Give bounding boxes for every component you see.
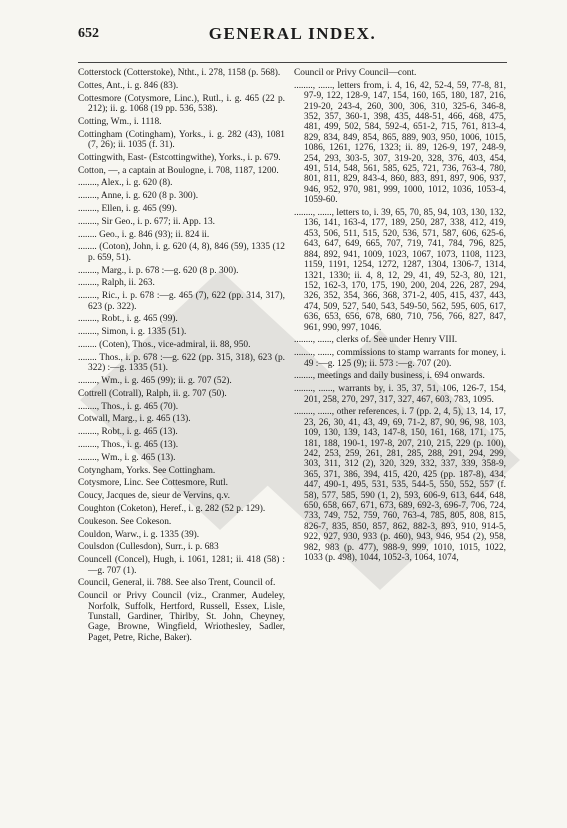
index-entry: Couldon, Warw., i. g. 1335 (39). (78, 529, 200, 540)
page-number: 652 (78, 26, 99, 41)
index-entry: ........, Thos., i. g. 465 (13). (78, 439, 179, 450)
index-entry: ........, Marg., i. p. 678 :—g. 620 (8 p. 300). (78, 265, 239, 276)
index-entry: ........, Ric., i. p. 678 :—g. 465 (7), 622 (pp. 314, 317), 623 (p. 322). (78, 291, 285, 312)
index-entry: Cottrell (Cotrall), Ralph, ii. g. 707 (50). (78, 388, 227, 399)
index-entry: Cotterstock (Cotterstoke), Ntht., i. 278, 1158 (p. 568). (78, 68, 281, 78)
index-entry: Cotting, Wm., i. 1118. (78, 116, 162, 127)
index-entry: ........, ......, commissions to stamp warrants for money, i. 49 :—g. 125 (9); ii. 573 :—g. 707 (20). (294, 348, 506, 369)
index-entry: ........ Thos., i. p. 678 :—g. 622 (pp. 315, 318), 623 (p. 322) :—g. 1335 (51). (78, 352, 285, 374)
index-entry: ........ (Coten), Thos., vice-admiral, ii. 88, 950. (78, 339, 251, 350)
right-column (294, 68, 506, 816)
index-entry: Cotton, —, a captain at Boulogne, i. 708, 1187, 1200. (78, 165, 279, 176)
page-title: GENERAL INDEX. (208, 24, 377, 43)
index-entry: Cotyngham, Yorks. See Cottingham. (78, 465, 216, 476)
index-entry: Councell (Concel), Hugh, i. 1061, 1281; ii. 418 (58) :—g. 707 (1). (78, 555, 285, 576)
index-entry: ........, Wm., i. g. 465 (13). (78, 452, 176, 463)
page-header (78, 26, 507, 50)
index-entry: Coukeson. See Cokeson. (78, 516, 172, 527)
index-entry: ........, Thos., i. g. 465 (70). (78, 401, 179, 412)
index-entry: Council or Privy Council—cont. (294, 68, 417, 78)
index-entry: ........, Ellen, i. g. 465 (99). (78, 203, 177, 214)
index-entry: ........, Alex., i. g. 620 (8). (78, 178, 173, 189)
index-entry: ........, ......, letters from, i. 4, 16, 42, 52-4, 59, 77-8, 81, 97-9, 122, 128-9, 147, 154, 160, 165, 180, 187, 216, 219-20, 243-4, 260, 300, 306, 310, 325-6, 346-8, 352, 357, 360-1, 398, 435, 448-51, 466, 468, 475, 481, 499, 502, 584, 592-4, 651-2, 715, 761, 813-4, 829, 834, 849, 854, 865, 889, 903, 950, 1006, 1015, 1086, 1261, 1276, 1323; ii. 89, 126-9, 197, 248-9, 254, 293, 303-5, 307, 319-20, 328, 376, 403, 454, 491, 514, 548, 561, 585, 625, 721, 736, 763-4, 780, 801, 811, 829, 843-4, 860, 883, 891, 897, 906, 937, 946, 952, 970, 981, 999, 1000, 1012, 1036, 1053-4, 1059-60. (294, 80, 506, 206)
index-entry: ........ Geo., i. g. 846 (93); ii. 824 ii. (78, 229, 210, 240)
index-entry: ........, ......, clerks of. See under Henry VIII. (294, 335, 458, 346)
header-rule (78, 62, 507, 63)
index-entry: Cottingham (Cotingham), Yorks., i. g. 282 (43), 1081 (7, 26); ii. 1035 (f. 31). (78, 129, 285, 150)
index-entry: Cottes, Ant., i. g. 846 (83). (78, 80, 179, 91)
index-entry: ........, ......, other references, i. 7 (pp. 2, 4, 5), 13, 14, 17, 23, 26, 30, 41, 43, 49, 69, 71-2, 87, 90, 96, 98, 103, 109, 130, 139, 143, 147-8, 150, 161, 168, 171, 175, 181, 188, 190-1, 197-8, 207, 210, 215, 229 (p. 100), 242, 253, 259, 261, 281, 285, 288, 291, 294, 299, 303, 311, 312 (2), 320, 329, 332, 337, 339, 358-9, 365, 371, 386, 394, 415, 420, 425 (pp. 187-8), 434, 447, 490-1, 495, 531, 535, 544-5, 550, 552, 557 (f. 58), 577, 585, 590 (1, 2), 593, 606-9, 613, 644, 648, 650, 658, 667, 671, 673, 689, 692-3, 696-7, 706, 724, 733, 749, 752, 759, 760, 763-4, 785, 805, 808, 815, 826-7, 835, 850, 857, 862, 882-3, 893, 910, 914-5, 922, 927, 930, 933 (p. 460), 943, 946, 954 (2), 958, 982, 983 (p. 477), 988-9, 999, 1010, 1015, 1022, 1033 (p. 498), 1044, 1052-3, 1064, 1074, (294, 407, 506, 564)
index-entry: Cottesmore (Cotysmore, Linc.), Rutl., i. g. 465 (22 p. 212); ii. g. 1068 (19 pp. 536, 538). (78, 93, 285, 114)
index-entry: ........, Sir Geo., i. p. 677; ii. App. 13. (78, 216, 215, 227)
index-entry: ........, ......, warrants by, i. 35, 37, 51, 106, 126-7, 154, 201, 258, 270, 297, 317, 327, 467, 603, 783, 1095. (294, 384, 506, 405)
index-entry: Council, General, ii. 788. See also Trent, Council of. (78, 578, 276, 589)
left-column (78, 68, 285, 816)
index-entry: ........, Ralph, ii. 263. (78, 278, 155, 289)
index-entry: ........, Robt., i. g. 465 (99). (78, 314, 178, 325)
index-entry: ........, meetings and daily business, i. 694 onwards. (294, 371, 485, 382)
index-entry: Council or Privy Council (viz., Cranmer, Audeley, Norfolk, Suffolk, Hertford, Russell, Essex, Lisle, Tunstall, Gardiner, Thirlby, St. John, Cheyney, Gage, Browne, Wingfield, Wriothesley, Sadler, Paget, Petre, Riche, Baker). (78, 591, 285, 643)
index-entry: Cotwall, Marg., i. g. 465 (13). (78, 414, 191, 425)
index-entry: Cotysmore, Linc. See Cottesmore, Rutl. (78, 478, 228, 489)
index-entry: ........, Simon, i. g. 1335 (51). (78, 327, 187, 338)
index-entry: ........, Wm., i. g. 465 (99); ii. g. 707 (52). (78, 375, 232, 386)
index-entry: ........, Anne, i. g. 620 (8 p. 300). (78, 191, 199, 202)
index-entry: Coucy, Jacques de, sieur de Vervins, q.v. (78, 491, 230, 502)
index-entry: Coughton (Coketon), Heref., i. g. 282 (52 p. 129). (78, 503, 266, 514)
index-entry: ........ (Coton), John, i. g. 620 (4, 8), 846 (59), 1335 (12 p. 659, 51). (78, 242, 285, 263)
index-entry: Cottingwith, East- (Estcottingwithe), Yorks., i. p. 679. (78, 152, 281, 163)
index-entry: Coulsdon (Cullesdon), Surr., i. p. 683 (78, 542, 219, 553)
index-entry: ........, ......, letters to, i. 39, 65, 70, 85, 94, 103, 130, 132, 136, 141, 163-4, 177, 189, 250, 287, 338, 412, 419, 453, 506, 511, 515, 520, 536, 571, 587, 606, 625-6, 643, 647, 649, 665, 707, 719, 741, 784, 796, 825, 884, 892, 941, 1009, 1023, 1067, 1073, 1108, 1123, 1159, 1191, 1254, 1272, 1287, 1304, 1306-7, 1314, 1321, 1330; ii. 4, 8, 12, 29, 41, 49, 52-3, 80, 121, 152, 162-3, 170, 175, 190, 200, 204, 226, 287, 294, 326, 352, 354, 366, 368, 371-2, 405, 415, 437, 443, 474, 509, 527, 540, 543, 549-50, 562, 595, 605, 617, 636, 653, 656, 678, 680, 710, 756, 766, 827, 847, 961, 990, 997, 1046. (294, 208, 506, 333)
index-entry: ........, Robt., i. g. 465 (13). (78, 427, 178, 438)
